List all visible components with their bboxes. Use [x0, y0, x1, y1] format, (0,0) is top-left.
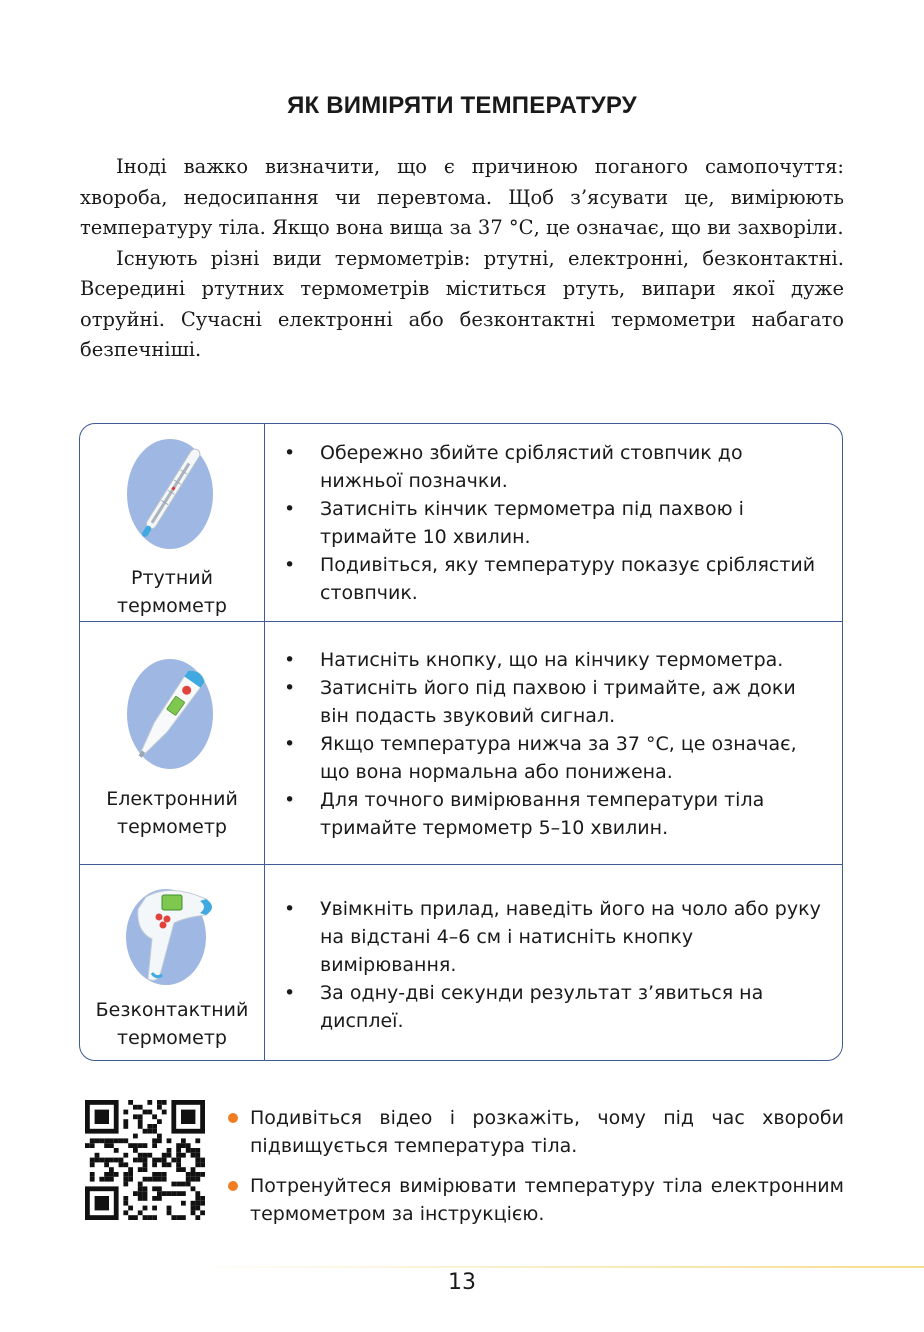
infrared-thermometer-icon — [126, 879, 214, 987]
intro-paragraph-2: Існують різні види термометрів: ртутні, електронні, безконтактні. Всередині ртутних термометрів міститься ртуть, випари якої дуже отруйні. Сучасні електронні або безконтактні термометри набагато безпечніші. — [80, 246, 844, 361]
thermometer-name-line2: термометр — [117, 595, 227, 617]
qr-code-icon[interactable] — [85, 1100, 205, 1220]
task-item: Подивіться відео і розкажіть, чому під час хвороби підвищується температура тіла. — [228, 1104, 844, 1160]
bottom-divider — [180, 1266, 924, 1268]
list-item: • Якщо температура нижча за 37 °С, це означає, що вона нормальна або понижена. — [280, 730, 830, 786]
thermometer-name-line1: Електронний — [106, 788, 238, 810]
thermometer-name-line2: термометр — [117, 1027, 227, 1049]
thermometer-name-line1: Безконтактний — [95, 999, 249, 1021]
task-item: Потренуйтеся вимірювати температуру тіла електронним термометром за інструкцією. — [228, 1172, 844, 1228]
thermometer-name — [80, 785, 264, 841]
thermometer-label-cell — [80, 622, 265, 864]
list-item: • Для точного вимірювання температури тіла тримайте термометр 5–10 хвилин. — [280, 786, 830, 842]
intro-text — [80, 152, 844, 366]
thermometer-table — [79, 423, 843, 1061]
thermometer-name-line2: термометр — [117, 816, 227, 838]
list-item: • Подивіться, яку температуру показує сріблястий стовпчик. — [280, 551, 830, 607]
thermometer-name — [80, 564, 264, 620]
table-row-contactless — [80, 865, 842, 1061]
table-row-electronic — [80, 622, 842, 865]
list-item: • Увімкніть прилад, наведіть його на чоло або руку на відстані 4–6 см і натисніть кнопку вимірювання. — [280, 895, 830, 979]
page-title: ЯК ВИМІРЯТИ ТЕМПЕРАТУРУ — [287, 92, 637, 119]
list-item: • Натисніть кнопку, що на кінчику термометра. — [280, 646, 830, 674]
mercury-thermometer-icon — [126, 438, 214, 550]
list-item: • Затисніть його під пахвою і тримайте, аж доки він подасть звуковий сигнал. — [280, 674, 830, 730]
page-number: 13 — [448, 1270, 476, 1295]
list-item: • Затисніть кінчик термометра під пахвою і тримайте 10 хвилин. — [280, 495, 830, 551]
list-item: • За одну-дві секунди результат з’явиться на дисплеї. — [280, 979, 830, 1035]
electronic-thermometer-icon — [126, 658, 214, 770]
table-row-mercury — [80, 424, 842, 622]
thermometer-label-cell — [80, 424, 265, 621]
thermometer-name-line1: Ртутний — [131, 567, 213, 589]
instruction-list — [280, 646, 830, 842]
intro-paragraph-1: Іноді важко визначити, що є причиною поганого самопочуття: хвороба, недосипання чи перевтома. Щоб з’ясувати це, вимірюють температуру тіла. Якщо вона вища за 37 °С, це означає, що ви захворіли. — [80, 155, 844, 239]
list-item: • Обережно збийте сріблястий стовпчик до нижньої позначки. — [280, 439, 830, 495]
thermometer-name — [80, 996, 264, 1052]
instruction-list — [280, 439, 830, 607]
thermometer-label-cell — [80, 865, 265, 1061]
task-list — [228, 1104, 844, 1240]
instruction-list — [280, 895, 830, 1035]
